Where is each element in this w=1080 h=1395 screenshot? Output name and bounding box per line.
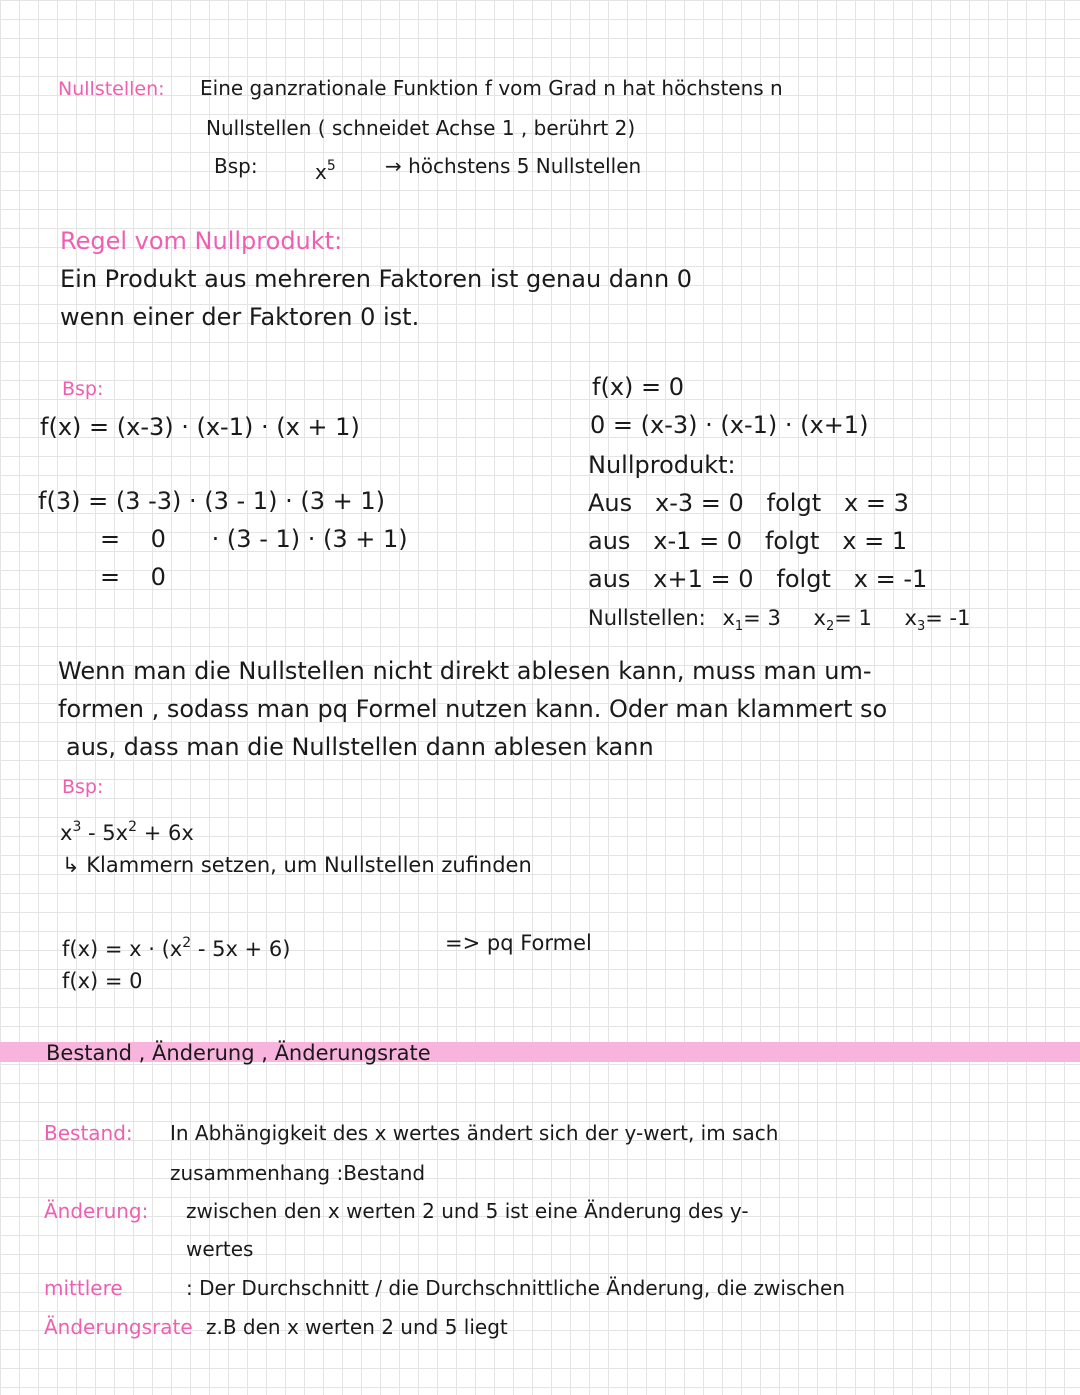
example1-label: Bsp: — [62, 378, 104, 400]
nullprodukt-title: Regel vom Nullprodukt: — [60, 227, 343, 255]
example1-eq2: 0 = (x-3) · (x-1) · (x+1) — [590, 411, 869, 439]
nullstellen-example-label: Bsp: — [214, 154, 258, 178]
mittlere-label: mittlere — [44, 1276, 123, 1300]
umformen-line2: formen , sodass man pq Formel nutzen kann. Oder man klammert so — [58, 695, 888, 723]
aenderung-label: Änderung: — [44, 1199, 149, 1223]
example1-function: f(x) = (x-3) · (x-1) · (x + 1) — [40, 413, 360, 441]
nullprodukt-line2: wenn einer der Faktoren 0 ist. — [60, 303, 420, 331]
zero-step-3: aus x+1 = 0 folgt x = -1 — [588, 565, 928, 593]
factored-function: $f(x) = x \cdot (x^2 - 5x + 6)$ — [62, 935, 291, 961]
nullstellen-example-result: → höchstens 5 Nullstellen — [385, 154, 642, 178]
umformen-example-label: Bsp: — [62, 776, 104, 798]
umformen-line1: Wenn man die Nullstellen nicht direkt ablesen kann, muss man um- — [58, 657, 872, 685]
polynomial: $x^3 - 5x^2 + 6x$ — [60, 819, 194, 845]
set-zero: f(x) = 0 — [62, 969, 143, 993]
aenderungsrate-label: Änderungsrate — [44, 1315, 193, 1339]
aenderung-line1: zwischen den x werten 2 und 5 ist eine Änderung des y- — [186, 1199, 749, 1223]
klammern-hint: ↳ Klammern setzen, um Nullstellen zufinden — [62, 853, 532, 877]
bestand-label: Bestand: — [44, 1121, 133, 1145]
bestand-line2: zusammenhang :Bestand — [170, 1161, 426, 1185]
aenderung-line2: wertes — [186, 1237, 254, 1261]
nullstellen-example-term: $x^5$ — [315, 158, 336, 184]
nullprodukt-line1: Ein Produkt aus mehreren Faktoren ist genau dann 0 — [60, 265, 693, 293]
section2-title: Bestand , Änderung , Änderungsrate — [46, 1041, 431, 1065]
example1-eq1: f(x) = 0 — [592, 373, 685, 401]
nullstellen-line2: Nullstellen ( schneidet Achse 1 , berührt 2) — [206, 116, 636, 140]
nullstellen-line1: Eine ganzrationale Funktion f vom Grad n hat höchstens n — [200, 76, 783, 100]
pq-formula-arrow: => pq Formel — [445, 931, 592, 955]
nullprodukt-label: Nullprodukt: — [588, 451, 736, 479]
example1-calc1: f(3) = (3 -3) · (3 - 1) · (3 + 1) — [38, 487, 385, 515]
example1-calc2: = 0 · (3 - 1) · (3 + 1) — [100, 525, 408, 553]
bestand-line1: In Abhängigkeit des x wertes ändert sich der y-wert, im sach — [170, 1121, 779, 1145]
umformen-line3: aus, dass man die Nullstellen dann ablesen kann — [66, 733, 654, 761]
example1-calc3: = 0 — [100, 563, 166, 591]
zero-step-1: Aus x-3 = 0 folgt x = 3 — [588, 489, 909, 517]
nullstellen-label: Nullstellen: — [58, 78, 165, 100]
zeros-result: Nullstellen: $x_1= 3$ $x_2= 1$ $x_3= -1$ — [588, 606, 971, 634]
mittlere-line2: z.B den x werten 2 und 5 liegt — [206, 1315, 508, 1339]
mittlere-line1: : Der Durchschnitt / die Durchschnittliche Änderung, die zwischen — [186, 1276, 846, 1300]
zero-step-2: aus x-1 = 0 folgt x = 1 — [588, 527, 908, 555]
